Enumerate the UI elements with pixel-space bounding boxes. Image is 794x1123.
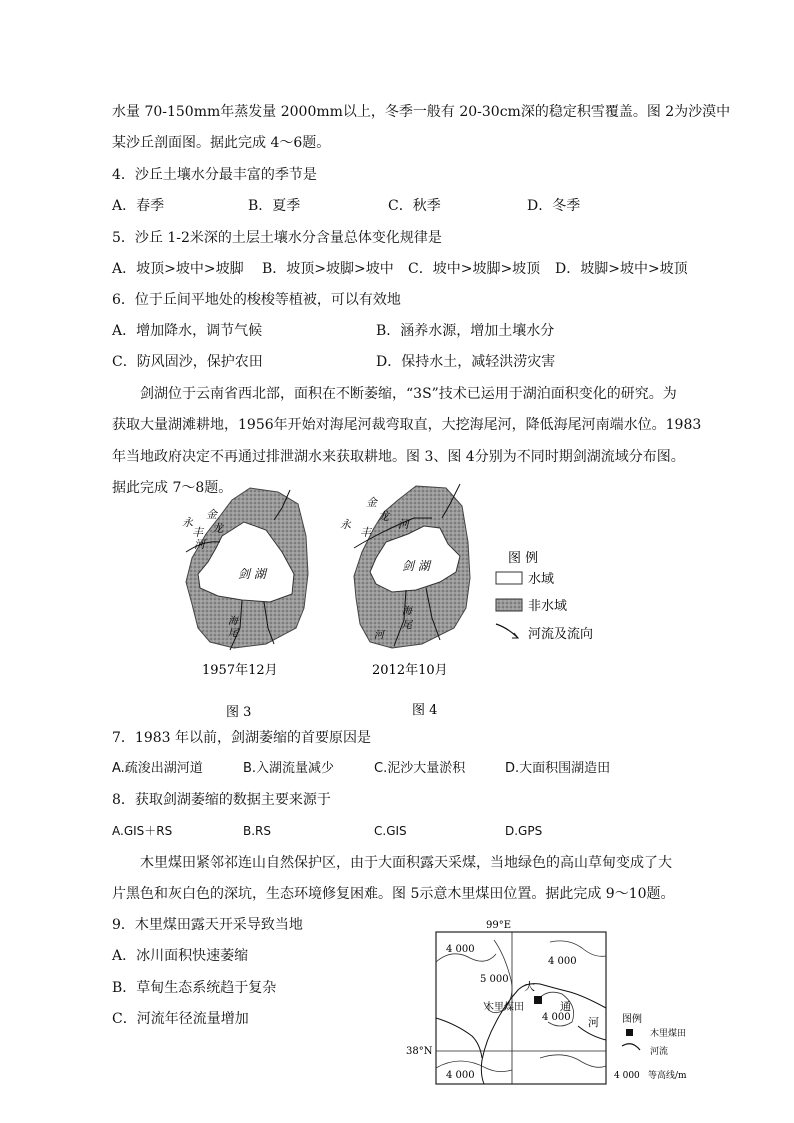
q4-stem: 4．沙丘土壤水分最丰富的季节是 [112,167,317,183]
fig5-contour-label-4: 4 000 [542,1012,571,1023]
fig5-contour-label-5: 4 000 [446,1070,475,1081]
fig34-legend-title: 图 例 [508,551,539,566]
fig5-legend-river-label: 河流 [650,1047,669,1057]
fig5-contour-label-3: 4 000 [548,956,577,967]
fig3-river-he: 河 [194,538,205,551]
fig3-river-hai: 海 [228,616,238,627]
fig3-caption: 图 3 [226,705,252,720]
fig5-river-tong: 通 [560,1000,571,1013]
figure-3-4 [170,478,630,720]
fig34-legend [496,551,593,642]
fig5-lon-label: 99°E [486,920,512,931]
q8-option-d[interactable]: D.GPS [505,824,543,838]
fig3-date: 1957年12月 [202,663,278,678]
passage3-line-2: 片黑色和灰白色的深坑，生态环境修复困难。图 5示意木里煤田位置。据此完成 9～10题。 [112,886,675,902]
fig4-date: 2012年10月 [372,663,448,678]
q6-option-b[interactable]: B．涵养水源，增加土壤水分 [376,323,555,339]
legend-water-label: 水域 [528,572,555,587]
q9-option-c[interactable]: C．河流年径流量增加 [112,1011,249,1027]
fig4-river-he2: 河 [374,630,384,641]
q7-option-d[interactable]: D.大面积围湖造田 [505,761,611,776]
legend-water-swatch [496,572,522,584]
fig5-river-da: 大 [524,980,535,993]
fig4-river-long: 龙 [378,510,389,523]
legend-river-icon [496,624,518,638]
figure-3-map [182,488,308,720]
fig5-legend [614,1012,687,1081]
q4-option-a[interactable]: A．春季 [112,198,165,214]
passage2-line-4: 据此完成 7～8题。 [112,480,233,496]
fig5-legend-river-icon [622,1044,640,1050]
fig5-coalfield-marker [534,996,542,1004]
fig3-river-jin: 金 [206,508,217,521]
fig3-river-yong: 永 [182,516,193,529]
q8-option-c[interactable]: C.GIS [374,824,407,838]
fig3-river-wei: 尾 [228,628,238,639]
q5-option-b[interactable]: B．坡顶>坡脚>坡中 [262,261,394,277]
fig5-legend-contour-value: 4 000 [614,1071,640,1081]
q8-option-a[interactable]: A.GIS＋RS [112,824,173,838]
fig5-contour-label-1: 4 000 [446,944,475,955]
fig5-legend-coal-label: 木里煤田 [650,1029,687,1039]
q8-option-b[interactable]: B.RS [243,824,272,838]
intro-line-2: 某沙丘剖面图。据此完成 4～6题。 [112,135,331,151]
fig4-river-hai: 海 [402,606,412,617]
fig3-lake-label: 剑 湖 [238,567,266,581]
passage3-line-1: 木里煤田紧邻祁连山自然保护区，由于大面积露天采煤，当地绿色的高山草甸变成了大 [140,855,672,871]
q9-option-b[interactable]: B．草甸生态系统趋于复杂 [112,980,277,996]
figure-4-map [340,484,470,718]
fig4-river-wei: 尾 [402,620,412,631]
legend-river-label: 河流及流向 [528,627,594,642]
q5-option-d[interactable]: D．坡脚>坡中>坡顶 [555,261,688,277]
fig4-river-feng: 丰 [360,526,371,539]
q8-stem: 8．获取剑湖萎缩的数据主要来源于 [112,792,331,808]
fig5-river-he: 河 [588,1016,599,1029]
fig3-river-feng: 丰 [192,526,203,539]
passage2-line-1: 剑湖位于云南省西北部，面积在不断萎缩，“3S”技术已运用于湖泊面积变化的研究。为 [140,386,677,402]
q5-option-a[interactable]: A．坡顶>坡中>坡脚 [112,261,244,277]
q4-option-c[interactable]: C．秋季 [388,198,441,214]
fig4-caption: 图 4 [412,703,438,718]
legend-nonwater-label: 非水域 [528,599,568,614]
q9-option-a[interactable]: A．冰川面积快速萎缩 [112,948,249,964]
fig3-river-long: 龙 [212,522,223,535]
q4-option-b[interactable]: B．夏季 [248,198,301,214]
fig5-legend-coal-swatch [626,1029,633,1036]
fig4-lake-label: 剑 湖 [402,559,430,573]
q7-option-c[interactable]: C.泥沙大量淤积 [374,761,466,776]
q7-option-a[interactable]: A.疏浚出湖河道 [112,761,203,776]
figure-5-map [400,918,700,1088]
q5-option-c[interactable]: C．坡中>坡脚>坡顶 [408,261,541,277]
legend-nonwater-swatch [496,599,522,611]
fig4-river-jin: 金 [366,496,377,509]
q6-option-d[interactable]: D．保持水土，减轻洪涝灾害 [376,354,556,370]
q4-option-d[interactable]: D．冬季 [527,198,581,214]
q7-stem: 7．1983 年以前，剑湖萎缩的首要原因是 [112,730,371,746]
q5-stem: 5．沙丘 1-2米深的土层土壤水分含量总体变化规律是 [112,230,442,246]
passage2-line-2: 获取大量湖滩耕地，1956年开始对海尾河裁弯取直，大挖海尾河，降低海尾河南端水位。1983 [112,417,702,433]
fig5-legend-title: 图例 [622,1014,642,1025]
fig4-river-he: 河 [398,518,409,531]
q6-stem: 6．位于丘间平地处的梭梭等植被，可以有效地 [112,292,401,308]
fig4-river-yong: 永 [340,518,351,531]
q9-stem: 9．木里煤田露天开采导致当地 [112,917,303,933]
passage2-line-3: 年当地政府决定不再通过排泄湖水来获取耕地。图 3、图 4分别为不同时期剑湖流域分布图。 [112,449,685,465]
fig5-contour-label-2: 5 000 [480,974,509,985]
q6-option-a[interactable]: A．增加降水，调节气候 [112,323,263,339]
q7-option-b[interactable]: B.入湖流量减少 [243,761,335,776]
q6-option-c[interactable]: C．防风固沙，保护农田 [112,354,263,370]
fig5-lat-label: 38°N [406,1046,433,1057]
fig5-legend-contour-label: 等高线/m [648,1071,687,1081]
fig5-coalfield-label: 木里煤田 [484,1002,524,1013]
intro-line-1: 水量 70-150mm年蒸发量 2000mm以上，冬季一般有 20-30cm深的稳定积雪覆盖。图 2为沙漠中 [112,104,731,120]
